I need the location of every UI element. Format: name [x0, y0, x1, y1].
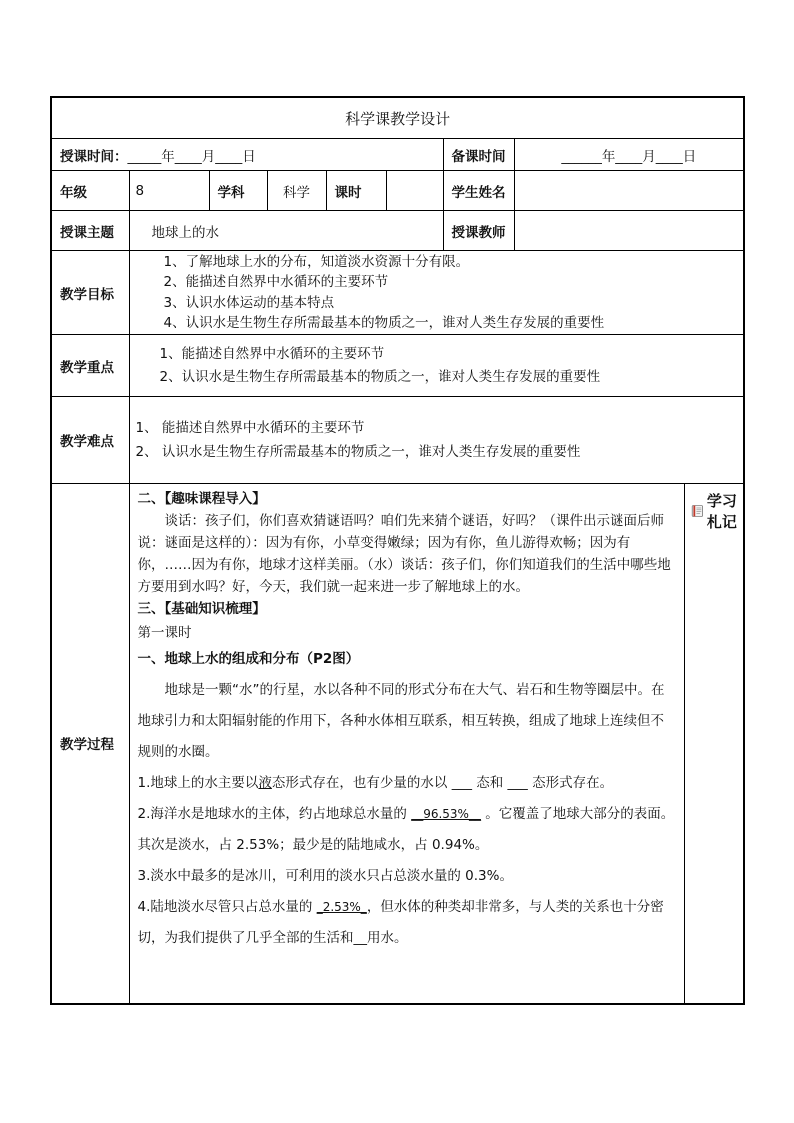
question-2: 2.海洋水是地球水的主体，约占地球总水量的 __96.53%__ 。它覆盖了地球大部分的表面。其次是淡水，占 2.53%；最少是的陆地咸水，占 0.94%。	[137, 806, 675, 853]
blank[interactable]: __	[353, 930, 367, 946]
key-point-item: 2、认识水是生物生存所需最基本的物质之一，谁对人类生存发展的重要性	[159, 368, 601, 385]
goal-item: 2、能描述自然界中水循环的主要环节	[163, 274, 389, 290]
key-points-list	[129, 335, 744, 397]
study-notes-cell	[684, 484, 744, 1004]
key-point-item: 1、能描述自然界中水循环的主要环节	[159, 345, 385, 362]
teacher-label: 授课教师	[443, 211, 514, 251]
teach-time-label: 授课时间：	[60, 148, 128, 165]
goal-item: 1、了解地球上水的分布，知道淡水资源十分有限。	[163, 253, 470, 270]
difficulties-label: 教学难点	[51, 397, 129, 484]
subject-value: 科学	[267, 171, 326, 211]
teach-time-value: _____年____月____日	[127, 148, 256, 165]
hours-label: 课时	[326, 171, 386, 211]
blank[interactable]: ___	[451, 775, 472, 791]
goal-item: 3、认识水体运动的基本特点	[163, 294, 335, 311]
prep-time-value: ______年____月____日	[514, 139, 744, 171]
teacher-value[interactable]	[514, 211, 744, 251]
blank[interactable]: ___	[507, 775, 528, 791]
goals-list	[129, 251, 744, 335]
hours-value[interactable]	[386, 171, 443, 211]
page-title: 科学课教学设计	[51, 97, 744, 139]
subsection-heading: 一、地球上水的组成和分布（P2图）	[137, 651, 360, 667]
water-planet-paragraph: 地球是一颗“水”的行星，水以各种不同的形式分布在大气、岩石和生物等圈层中。在地球引力和太阳辐射能的作用下，各种水体相互联系，相互转换，组成了地球上连续但不规则的水圈。	[137, 682, 665, 760]
difficulty-item: 2、 认识水是生物生存所需最基本的物质之一，谁对人类生存发展的重要性	[135, 444, 581, 460]
question-3: 3.淡水中最多的是冰川，可利用的淡水只占总淡水量的 0.3%。	[137, 868, 513, 884]
grade-label: 年级	[51, 171, 129, 211]
student-name-value[interactable]	[514, 171, 744, 211]
lesson-label: 第一课时	[137, 625, 192, 641]
goals-label: 教学目标	[51, 251, 129, 335]
key-points-label: 教学重点	[51, 335, 129, 397]
topic-label: 授课主题	[51, 211, 129, 251]
lesson-plan-page	[50, 96, 743, 1005]
difficulty-item: 1、 能描述自然界中水循环的主要环节	[135, 420, 365, 436]
subject-label: 学科	[209, 171, 267, 211]
grade-value: 8	[129, 171, 209, 211]
prep-time-label: 备课时间	[443, 139, 514, 171]
process-label: 教学过程	[51, 484, 129, 1004]
student-name-label: 学生姓名	[443, 171, 514, 211]
lesson-plan-table	[50, 96, 745, 1005]
question-1: 1.地球上的水主要以液态形式存在，也有少量的水以 ___ 态和 ___ 态形式存在。	[137, 775, 614, 791]
intro-paragraph: 谈话：孩子们，你们喜欢猜谜语吗？咱们先来猜个谜语，好吗？（课件出示谜面后师说：谜面是这样的）：因为有你，小草变得嫩绿；因为有你，鱼儿游得欢畅；因为有你，……因为有你，地球才这样美丽。（水）谈话：孩子们，你们知道我们的生活中哪些地方要用到水吗？好，今天，我们就一起来进一步了解地球上的水。	[137, 513, 671, 595]
study-notes-header	[685, 490, 744, 532]
question-4: 4.陆地淡水尽管只占总水量的 _2.53%_，但水体的种类却非常多，与人类的关系也十分密切，为我们提供了几乎全部的生活和__用水。	[137, 899, 664, 946]
topic-value: 地球上的水	[129, 211, 443, 251]
teach-time-cell	[51, 139, 443, 171]
difficulties-list	[129, 397, 744, 484]
fill-answer: __96.53%__	[411, 807, 481, 821]
process-content	[129, 484, 684, 1004]
study-notes-label: 学习札记	[706, 492, 737, 531]
goal-item: 4、认识水是生物生存所需最基本的物质之一，谁对人类生存发展的重要性	[163, 315, 605, 331]
book-icon	[691, 500, 704, 522]
section-heading: 二、【趣味课程导入】	[137, 491, 266, 507]
section-heading: 三、【基础知识梳理】	[137, 601, 266, 617]
fill-answer: 液	[258, 775, 272, 791]
fill-answer: _2.53%_	[316, 900, 367, 914]
